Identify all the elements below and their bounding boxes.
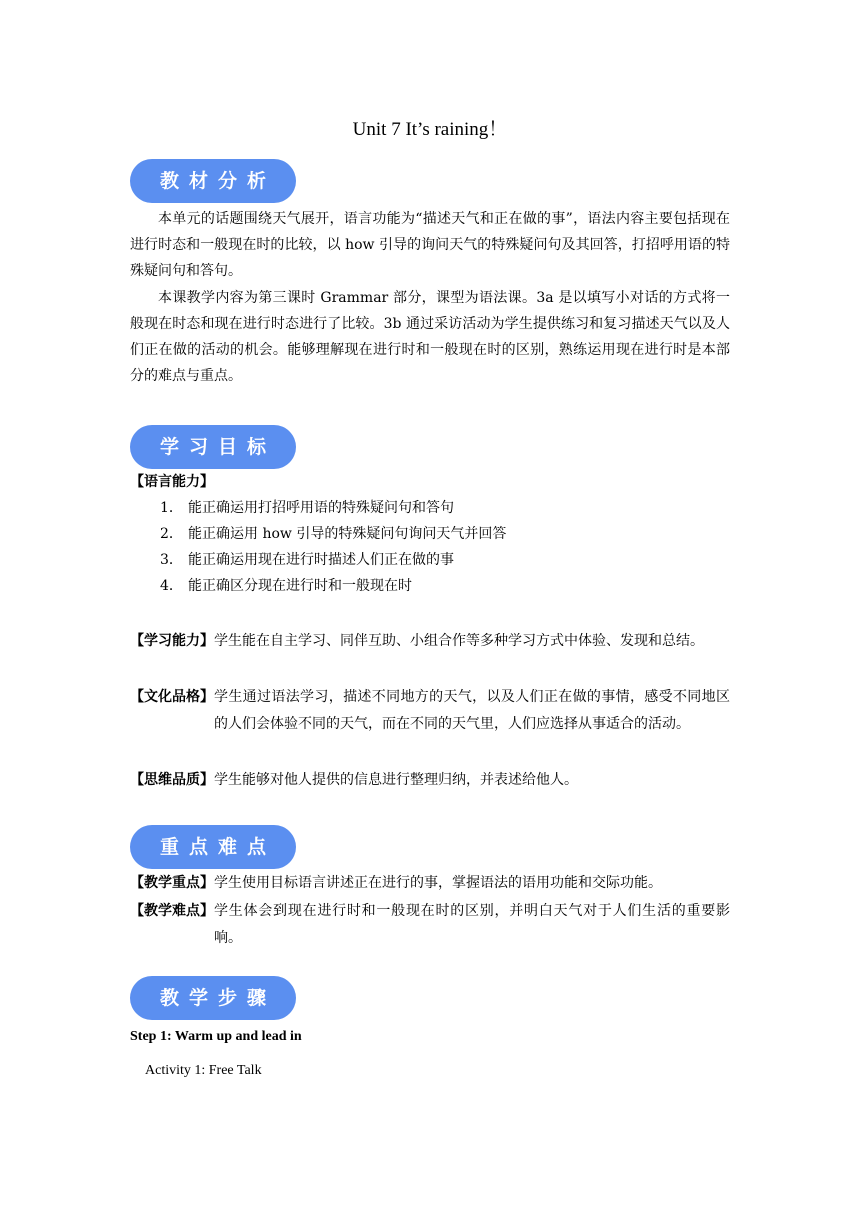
list-item (160, 495, 720, 521)
learning-ability-text: 学生能在自主学习、同伴互助、小组合作等多种学习方式中体验、发现和总结。 (214, 633, 704, 649)
activity-1-label: Activity 1: Free Talk (145, 1063, 262, 1078)
list-item-number: 4． (160, 578, 183, 594)
culture-label: 【文化品格】 (130, 689, 214, 705)
section-heading-keypoints: 重点难点 (130, 825, 296, 869)
list-item-text: 能正确运用现在进行时描述人们正在做的事 (188, 552, 454, 568)
section-heading-steps: 教学步骤 (130, 976, 296, 1020)
teaching-difficulty-text: 学生体会到现在进行时和一般现在时的区别，并明白天气对于人们生活的重要影响。 (214, 903, 730, 946)
culture-entry (130, 684, 730, 738)
teaching-focus-label: 【教学重点】 (130, 875, 214, 891)
analysis-paragraph-2: 本课教学内容为第三课时 Grammar 部分，课型为语法课。3a 是以填写小对话的方式将一般现在时态和现在进行时态进行了比较。3b 通过采访活动为学生提供练习和复习描述天气以及人们正在做的活动的机会。能够理解现在进行时和一般现在时的区别，熟练运用现在进行时是本部分的难点与重点。 (130, 290, 730, 384)
teaching-difficulty-entry (130, 898, 730, 952)
list-item (160, 547, 720, 573)
culture-text: 学生通过语法学习，描述不同地方的天气，以及人们正在做的事情，感受不同地区的人们会体验不同的天气，而在不同的天气里，人们应选择从事适合的活动。 (214, 689, 730, 732)
section-heading-analysis: 教材分析 (130, 159, 296, 203)
teaching-difficulty-label: 【教学难点】 (130, 903, 214, 919)
list-item (160, 573, 720, 599)
thinking-entry (130, 767, 730, 794)
list-item-number: 3． (160, 552, 183, 568)
section-heading-objectives: 学习目标 (130, 425, 296, 469)
language-ability-list (160, 495, 720, 599)
list-item-text: 能正确运用 how 引导的特殊疑问句询问天气并回答 (188, 526, 507, 542)
list-item-number: 1． (160, 500, 183, 516)
analysis-paragraph-1: 本单元的话题围绕天气展开，语言功能为“描述天气和正在做的事”，语法内容主要包括现在进行时态和一般现在时的比较，以 how 引导的询问天气的特殊疑问句及其回答，打招呼用语的特殊疑问句和答句。 (130, 211, 730, 279)
teaching-focus-entry (130, 870, 730, 897)
page-title: Unit 7 It’s raining！ (352, 119, 508, 140)
list-item-text: 能正确运用打招呼用语的特殊疑问句和答句 (188, 500, 454, 516)
list-item-text: 能正确区分现在进行时和一般现在时 (188, 578, 412, 594)
thinking-label: 【思维品质】 (130, 772, 214, 788)
language-ability-label: 【语言能力】 (130, 474, 214, 490)
learning-ability-label: 【学习能力】 (130, 633, 214, 649)
list-item (160, 521, 720, 547)
thinking-text: 学生能够对他人提供的信息进行整理归纳，并表述给他人。 (214, 772, 578, 788)
learning-ability-entry (130, 628, 730, 655)
step-1-heading: Step 1: Warm up and lead in (130, 1029, 302, 1044)
teaching-focus-text: 学生使用目标语言讲述正在进行的事，掌握语法的语用功能和交际功能。 (214, 875, 662, 891)
list-item-number: 2． (160, 526, 183, 542)
